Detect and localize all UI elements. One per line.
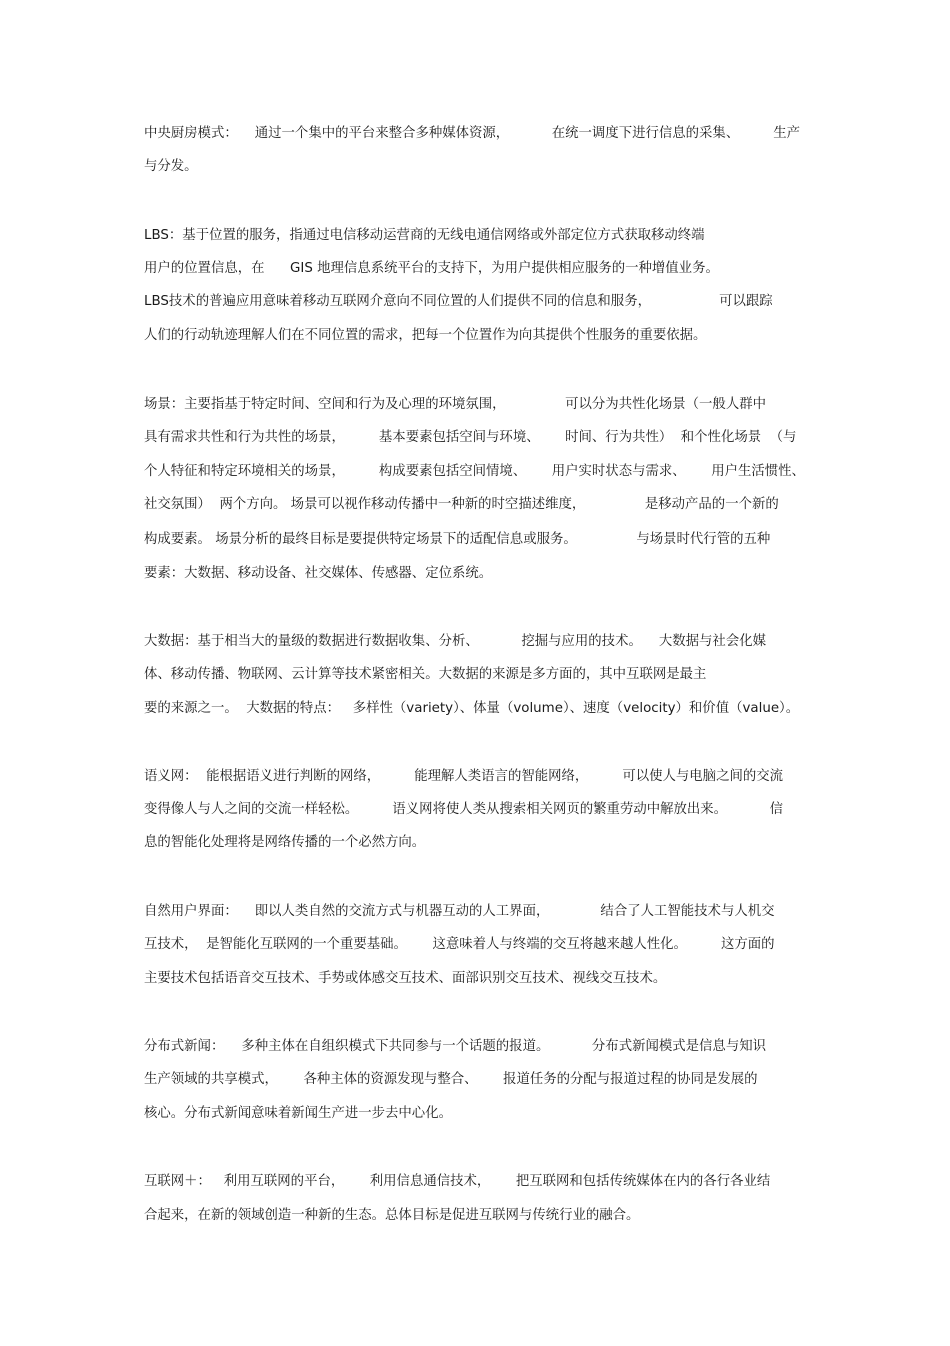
text-line: 社交氛围） 两个方向。 场景可以视作移动传播中一种新的时空描述维度， 是移动产品的一个新的: [144, 497, 779, 512]
text-line: 主要技术包括语音交互技术、手势或体感交互技术、面部识别交互技术、视线交互技术。: [144, 971, 667, 986]
text-line: 要素：大数据、移动设备、社交媒体、传感器、定位系统。: [144, 566, 493, 581]
text-line: 用户的位置信息，在 GIS 地理信息系统平台的支持下，为用户提供相应服务的一种增值业务。: [144, 261, 719, 276]
text-line: 中央厨房模式： 通过一个集中的平台来整合多种媒体资源， 在统一调度下进行信息的采集、 生产: [144, 126, 801, 141]
text-line: 互联网＋： 利用互联网的平台， 利用信息通信技术， 把互联网和包括传统媒体在内的各行各业结: [144, 1174, 771, 1189]
text-line: 息的智能化处理将是网络传播的一个必然方向。: [144, 835, 426, 850]
text-line: 大数据：基于相当大的量级的数据进行数据收集、分析、 挖掘与应用的技术。 大数据与社会化媒: [144, 634, 766, 649]
text-line: 互技术， 是智能化互联网的一个重要基础。 这意味着人与终端的交互将越来越人性化。 这方面的: [144, 937, 775, 952]
text-line: 构成要素。 场景分析的最终目标是要提供特定场景下的适配信息或服务。 与场景时代行管的五种: [144, 532, 771, 547]
text-line: 体、移动传播、物联网、云计算等技术紧密相关。大数据的来源是多方面的，其中互联网是最主: [144, 667, 707, 682]
text-line: 场景：主要指基于特定时间、空间和行为及心理的环境氛围， 可以分为共性化场景（一般人群中: [144, 397, 766, 412]
text-line: 变得像人与人之间的交流一样轻松。 语义网将使人类从搜索相关网页的繁重劳动中解放出来。 信: [144, 802, 784, 817]
text-line: 人们的行动轨迹理解人们在不同位置的需求，把每一个位置作为向其提供个性服务的重要依据。: [144, 328, 707, 343]
text-line: 核心。分布式新闻意味着新闻生产进一步去中心化。: [144, 1106, 452, 1121]
text-line: 个人特征和特定环境相关的场景， 构成要素包括空间情境、 用户实时状态与需求、 用户生活惯性、: [144, 464, 805, 479]
text-line: 要的来源之一。 大数据的特点： 多样性（variety）、体量（volume）、速度（velocity）和价值（value）。: [144, 701, 800, 716]
text-line: 与分发。: [144, 159, 198, 174]
text-line: 语义网： 能根据语义进行判断的网络， 能理解人类语言的智能网络， 可以使人与电脑之间的交流: [144, 769, 784, 784]
text-line: 生产领域的共享模式， 各种主体的资源发现与整合、 报道任务的分配与报道过程的协同是发展的: [144, 1072, 758, 1087]
text-line: LBS技术的普遍应用意味着移动互联网介意向不同位置的人们提供不同的信息和服务， 可以跟踪: [144, 294, 773, 309]
text-line: LBS：基于位置的服务，指通过电信移动运营商的无线电通信网络或外部定位方式获取移动终端: [144, 228, 705, 243]
text-line: 自然用户界面： 即以人类自然的交流方式与机器互动的人工界面， 结合了人工智能技术与人机交: [144, 904, 775, 919]
text-line: 合起来，在新的领域创造一种新的生态。总体目标是促进互联网与传统行业的融合。: [144, 1208, 640, 1223]
text-line: 具有需求共性和行为共性的场景， 基本要素包括空间与环境、 时间、行为共性） 和个性化场景 （与: [144, 430, 797, 445]
text-line: 分布式新闻： 多种主体在自组织模式下共同参与一个话题的报道。 分布式新闻模式是信息与知识: [144, 1039, 766, 1054]
